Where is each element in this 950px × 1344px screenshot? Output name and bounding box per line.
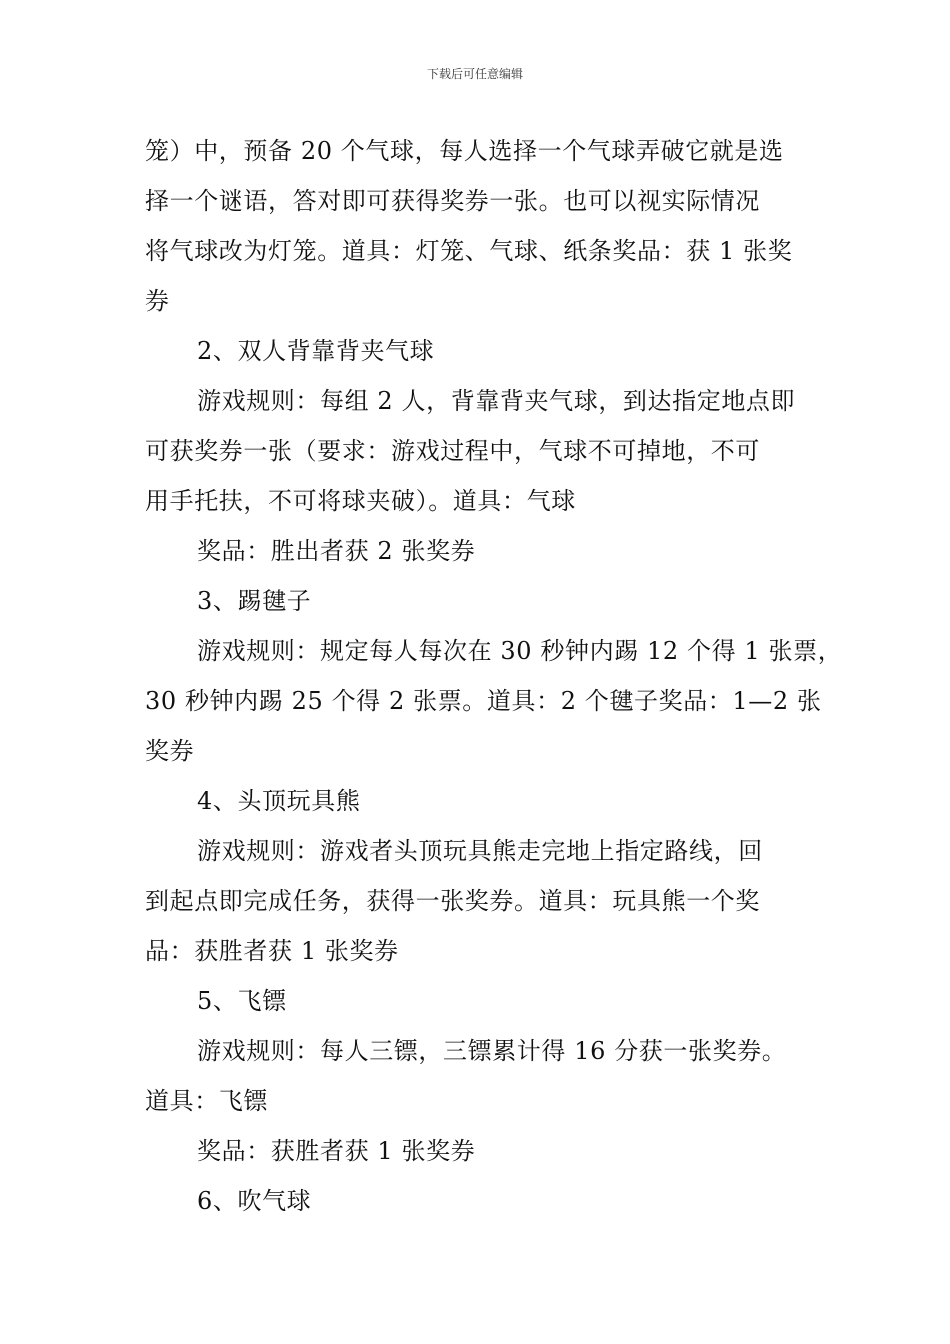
section-heading: 4、头顶玩具熊: [197, 787, 361, 815]
text-line: 笼）中，预备 20 个气球，每人选择一个气球弄破它就是选: [145, 137, 784, 165]
text-line: 择一个谜语，答对即可获得奖券一张。也可以视实际情况: [145, 187, 760, 215]
text-line: 奖品：获胜者获 1 张奖券: [197, 1137, 476, 1165]
section-heading: 6、吹气球: [197, 1187, 312, 1215]
text-line: 到起点即完成任务，获得一张奖券。道具：玩具熊一个奖: [145, 887, 760, 915]
text-line: 30 秒钟内踢 25 个得 2 张票。道具：2 个毽子奖品：1—2 张: [145, 687, 822, 715]
section-heading: 2、双人背靠背夹气球: [197, 337, 435, 365]
document-body: [145, 126, 843, 1226]
text-line: 品：获胜者获 1 张奖券: [145, 937, 399, 965]
text-line: 券: [145, 287, 170, 315]
section-heading: 3、踢毽子: [197, 587, 312, 615]
page-header: 下载后可任意编辑: [426, 67, 523, 81]
text-line: 游戏规则：每组 2 人，背靠背夹气球，到达指定地点即: [197, 387, 796, 415]
text-line: 奖券: [145, 737, 195, 765]
section-heading: 5、飞镖: [197, 987, 287, 1015]
text-line: 游戏规则：游戏者头顶玩具熊走完地上指定路线，回: [197, 837, 763, 865]
text-line: 可获奖券一张（要求：游戏过程中，气球不可掉地，不可: [145, 437, 760, 465]
text-line: 将气球改为灯笼。道具：灯笼、气球、纸条奖品：获 1 张奖: [145, 237, 793, 265]
text-line: 用手托扶，不可将球夹破）。道具：气球: [145, 487, 576, 515]
text-line: 奖品：胜出者获 2 张奖券: [197, 537, 476, 565]
text-line: 道具：飞镖: [145, 1087, 268, 1115]
text-line: 游戏规则：每人三镖，三镖累计得 16 分获一张奖券。: [197, 1037, 787, 1065]
text-line: 游戏规则：规定每人每次在 30 秒钟内踢 12 个得 1 张票，: [197, 637, 843, 665]
